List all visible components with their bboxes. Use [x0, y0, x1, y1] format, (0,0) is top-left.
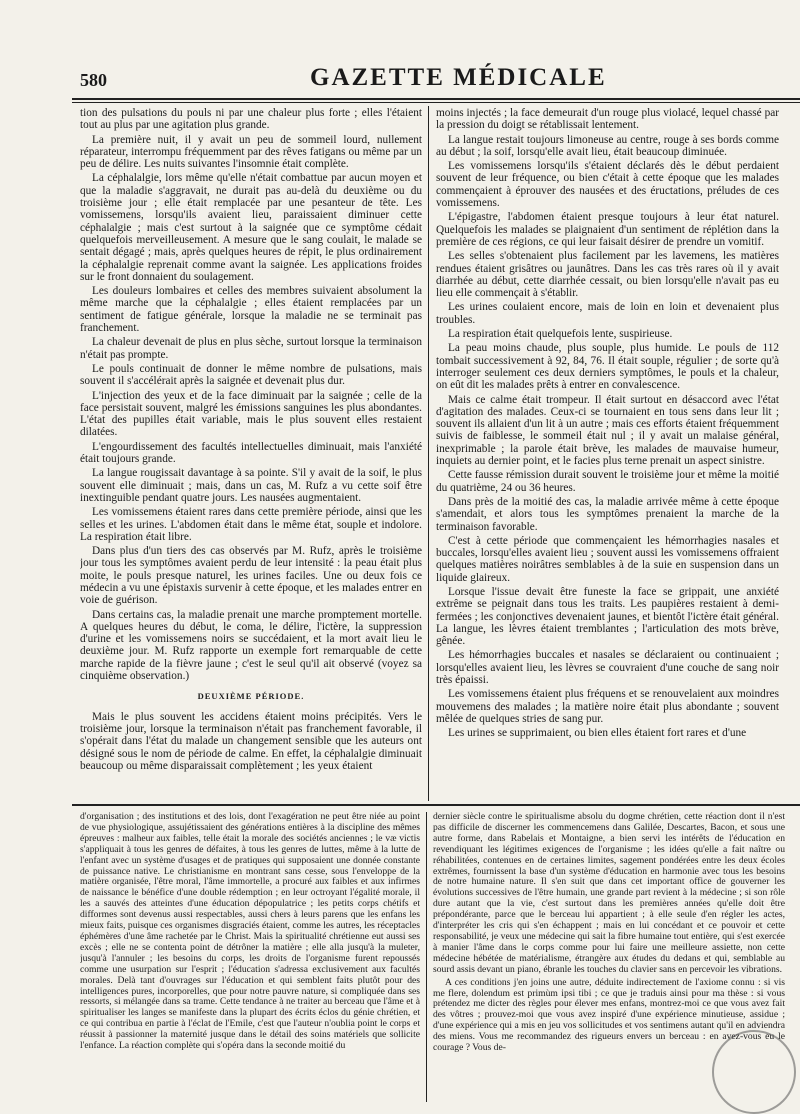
right-column [436, 107, 779, 800]
paragraph: L'épigastre, l'abdomen étaient presque toujours à leur état naturel. Quelquefois les malades se plaignaient d'un sentiment de réplétion dans la première de ces régions, ce qui leur faisait désirer de prendre un vomitif. [436, 211, 779, 248]
paragraph: Le pouls continuait de donner le même nombre de pulsations, mais souvent il s'accélérait après la saignée et devenait plus dur. [80, 362, 422, 388]
paragraph: Les vomissemens lorsqu'ils s'étaient déclarés dès le début perdaient souvent de leur fréquence, ou bien c'était à cette époque que les malades commençaient à éprouver des nausées et des éructations, préludes de ces vomissemens. [436, 160, 779, 210]
feuilleton-rule [72, 804, 800, 806]
paragraph: Les urines se supprimaient, ou bien elles étaient fort rares et d'une [448, 727, 747, 740]
paragraph: Les selles s'obtenaient plus facilement par les lavemens, les matières rendues étaient grisâtres ou jaunâtres. Dans les cas très rares où il y avait diarrhée au début, cette diarrhée cessait, ou bien lorsqu'elle n'avait pas eu lieu elle commençait à s'établir. [436, 250, 779, 300]
section-title: DEUXIÈME PÉRIODE. [197, 691, 305, 702]
paragraph: La langue rougissait davantage à sa pointe. S'il y avait de la soif, le plus souvent elle diminuait ; mais, dans un cas, M. Rufz a vu cette soif être inextinguible pendant quatre jours. Les nausées augmentaient. [80, 467, 422, 504]
paragraph: La respiration était quelquefois lente, suspirieuse. [448, 328, 673, 341]
paragraph: La céphalalgie, lors même qu'elle n'était combattue par aucun moyen et que la maladie s'aggravait, ne durait pas au-delà du deuxième ou du troisième jour ; elle était remplacée par une pesanteur de tête. Les vomissemens, lorsqu'ils avaient lieu, paraissaient diminuer cette céphalalgie ; mais c'est surtout à la saignée que ce symptôme cédait quelquefois merveilleusement. A mesure que le sang coulait, le malade se sentait dégagé ; mais, après quelques heures de répit, le plus ordinairement la céphalalgie reprenait comme avant la saignée. Les applications froides sur le front donnaient du soulagement. [80, 172, 422, 283]
header-rule [72, 98, 800, 100]
feuilleton-divider [426, 812, 427, 1102]
paragraph: Cette fausse rémission durait souvent le troisième jour et même la moitié du quatrième, 24 ou 36 heures. [436, 469, 779, 494]
paragraph: Mais ce calme était trompeur. Il était surtout en désaccord avec l'état d'agitation des malades. Ceux-ci se tournaient en tous sens dans leur lit ; souvent ils allaient d'un lit à un autre ; mais ces efforts étaient fréquemment suivis de faiblesse, le sommeil était nul ; il y avait un malaise général, inexprimable ; la parole était brève, les malades de mauvaise humeur, inquiets au dernier point, et le facies plus terne prenait un aspect sinistre. [436, 393, 779, 468]
paragraph: Dans plus d'un tiers des cas observés par M. Rufz, après le troisième jour tous les symptômes avaient perdu de leur intensité : la peau était plus moite, le pouls presque naturel, les urines faciles. Une ou deux fois ce médecin a vu une épistaxis survenir à cette époque, et les malades entrer en voie de guérison. [80, 545, 422, 607]
masthead-title: GAZETTE MÉDICALE [310, 64, 607, 91]
paragraph: d'organisation ; des institutions et des lois, dont l'exagération ne peut être niée au point de vue physiologique, assujétissaient des générations entières à la discipline des mêmes épreuves : malheur aux faibles, telle était la morale des sociétés anciennes ; le væ victis s'appliquait à tous les genres de défaites, à tous les genres de luttes, même à la lutte de l'enfant avec un système d'usages et de pratiques qui supposaient une donnée constante de puissance native. Le christianisme en montrant sans cesse, sous l'enveloppe de la matière organisée, l'être moral, l'âme immortelle, a procuré aux faibles et aux infirmes de naissance le bénéfice d'une double rédemption ; en leur octroyant l'égalité morale, il les a sauvés des atteintes d'une éducation dépopulatrice ; les petits corps chétifs et difformes sont devenus aussi respectables, aussi chers à leurs parens que les enfans les mieux faits, puisque ces organismes disgraciés étaient, comme les autres, les réceptacles éphémères d'une âme rachetée par le Christ. Mais la spiritualité chrétienne eut aussi ses excès ; elle ne se contenta point de détrôner la matière ; elle alla jusqu'à la muleter, jusqu'à l'annuler ; les besoins du corps, les droits de l'organisme furent repoussés comme une usurpation sur l'esprit ; l'éducation s'adressa exclusivement aux facultés morales. Delà tant d'ouvrages sur l'éducation et qui semblent faits plutôt pour des intelligences pures, incorporelles, que pour notre pauvre nature, si compliquée dans ses ressorts, si mélangée dans sa trame. Cette tendance à ne traiter au berceau que l'âme et à spiritualiser les langes se manifeste dans la plupart des écrits éclos du génie chrétien, et ce qui contribua en partie à l'éclat de l'Emile, c'est que l'auteur n'oublia point le corps et réussit à passionner la maternité jusque dans le détail des soins matériels que sollicite l'enfance. La réaction complète qui s'opéra dans la seconde moitié du [80, 812, 420, 1052]
paragraph: Les urines coulaient encore, mais de loin en loin et devenaient plus troubles. [436, 301, 779, 326]
paragraph: La première nuit, il y avait un peu de sommeil lourd, nullement réparateur, interrompu fréquemment par des rêves fatigans ou même par un peu de délire. Les nuits suivantes l'insomnie était complète. [80, 133, 422, 171]
library-stamp [712, 1030, 796, 1114]
paragraph: moins injectés ; la face demeurait d'un rouge plus violacé, lequel chassé par la pression du doigt se rétablissait lentement. [436, 107, 779, 132]
paragraph: C'est à cette période que commençaient les hémorrhagies nasales et buccales, lorsqu'elles avaient lieu ; souvent aussi les vomissemens offraient quelques matières noirâtres semblables à de la suie en suspension dans un liquide glaireux. [436, 534, 779, 584]
paragraph: L'engourdissement des facultés intellectuelles diminuait, mais l'anxiété était toujours grande. [80, 440, 422, 466]
paragraph: Lorsque l'issue devait être funeste la face se grippait, une anxiété extrême se peignait dans tous les traits. Les paupières restaient à demi-fermées ; les conjonctives devenaient jaunes, et bientôt l'ictère était général. La langue, les lèvres étaient tremblantes ; l'articulation des mots brève, gênée. [436, 585, 779, 648]
paragraph: Les hémorrhagies buccales et nasales se déclaraient ou continuaient ; lorsqu'elles avaient lieu, les lèvres se couvraient d'une couche de sang noir très épaissi. [436, 649, 779, 687]
header-rule-thin [72, 102, 800, 103]
paragraph: dernier siècle contre le spiritualisme absolu du dogme chrétien, cette réaction dont il n'est pas difficile de discerner les commencemens dans Galilée, Descartes, Bacon, et sous une autre forme, dans Rabelais et Montaigne, a bien servi les intérêts de l'éducation en revendiquant les légitimes exigences de l'organisme ; les idées qu'elle a fait naître ou réhabilitées, contenues en de certaines limites, sagement pondérées entre les deux écoles extrêmes, fournissent la base d'un système d'éducation en harmonie avec tous les besoins de notre humaine nature. Il s'en suit que dans cet important office de gouverner les évolutions successives de l'être humain, une grande part revient à la médecine ; si son rôle dure autant que la vie, c'est surtout dans les premières années qu'elle doit être prépondérante, parce que le berceau lui appartient ; à elle seule d'en régler les actes, d'interpréter les cris qui s'en échappent ; mais en lui concédant et ce pouvoir et cette responsabilité, je veux une médecine qui sait la fibre humaine tout entière, qui s'est exercée à manier l'âme dans le corps comme pour lui faire une meilleure assiette, non cette médecine hébétée de matérialisme, étrangère aux études du dedans et qui, semblable au sourd assis devant un piano, ébranle les touches du clavier sans en percevoir les vibrations. [433, 812, 785, 975]
paragraph: tion des pulsations du pouls ni par une chaleur plus forte ; elles l'étaient tout au plus par une agitation plus grande. [80, 107, 422, 132]
page-header [70, 62, 800, 102]
feuilleton-left-column [80, 812, 420, 1104]
paragraph: L'injection des yeux et de la face diminuait par la saignée ; celle de la face persistait souvent, malgré les émissions sanguines les plus abondantes. L'état des pupilles était variable, mais le plus souvent elles restaient dilatées. [80, 389, 422, 439]
paragraph: Les douleurs lombaires et celles des membres suivaient absolument la même marche que la céphalalgie ; elles étaient remplacées par un sentiment de fatigue générale, lorsque la maladie ne se terminait pas franchement. [80, 285, 422, 335]
paragraph: A ces conditions j'en joins une autre, déduite indirectement de l'axiome connu : si vis me flere, dolendum est primùm ipsi tibi ; ce que je traduis ainsi pour ma thèse : si vous prétendez me dicter des règles pour élever mes enfans, montrez-moi ce que vous avez fait des vôtres ; prouvez-moi que vous avez inspiré d'une expérience minutieuse, assidue ; d'une expérience qui a mis en jeu vos sollicitudes et vos sentimens autant qu'il en adviendra des miens. Vous me recommandez des rigueurs envers un berceau : en avez-vous eu le courage ? Vous de- [433, 976, 785, 1054]
paragraph: La langue restait toujours limoneuse au centre, rouge à ses bords comme au début ; la soif, lorsqu'elle avait lieu, était beaucoup diminuée. [436, 133, 779, 158]
column-divider [428, 106, 429, 801]
paragraph: Mais le plus souvent les accidens étaient moins précipités. Vers le troisième jour, lorsque la terminaison n'était pas franchement favorable, il s'opérait dans l'état du malade un changement sensible que les auteurs ont désigné sous le nom de période de calme. En effet, la céphalalgie diminuait beaucoup ou même disparaissait complètement ; les yeux étaient [80, 710, 422, 772]
paragraph: Les vomissemens étaient rares dans cette première période, ainsi que les selles et les urines. L'abdomen était dans le même état, souple et indolore. La respiration était libre. [80, 506, 422, 543]
paragraph: Les vomissemens étaient plus fréquens et se renouvelaient aux moindres mouvemens des malades ; la matière noire était plus abondante ; souvent mêlée de quelques stries de sang pur. [436, 688, 779, 725]
left-column [80, 107, 422, 800]
paragraph: La peau moins chaude, plus souple, plus humide. Le pouls de 112 tombait successivement à 92, 84, 76. Il était souple, régulier ; de sorte qu'à interroger seulement ces deux derniers symptômes, le pouls et la chaleur, on eût dit les malades prêts à entrer en convalescence. [436, 342, 779, 392]
page-number: 580 [80, 70, 107, 90]
paragraph: Dans près de la moitié des cas, la maladie arrivée même à cette époque s'amendait, et alors tous les symptômes prenaient la marche de la terminaison favorable. [436, 495, 779, 533]
paragraph: Dans certains cas, la maladie prenait une marche promptement mortelle. A quelques heures du début, le coma, le délire, l'ictère, la suppression d'urine et les vomissemens noirs se succédaient, et la mort avait lieu le deuxième jour. M. Rufz rapporte un exemple fort remarquable de cette marche rapide de la fièvre jaune ; c'est le seul qu'il ait observé (voyez sa cinquième observation.) [80, 608, 422, 683]
paragraph: La chaleur devenait de plus en plus sèche, surtout lorsque la terminaison n'était pas prompte. [80, 336, 422, 361]
